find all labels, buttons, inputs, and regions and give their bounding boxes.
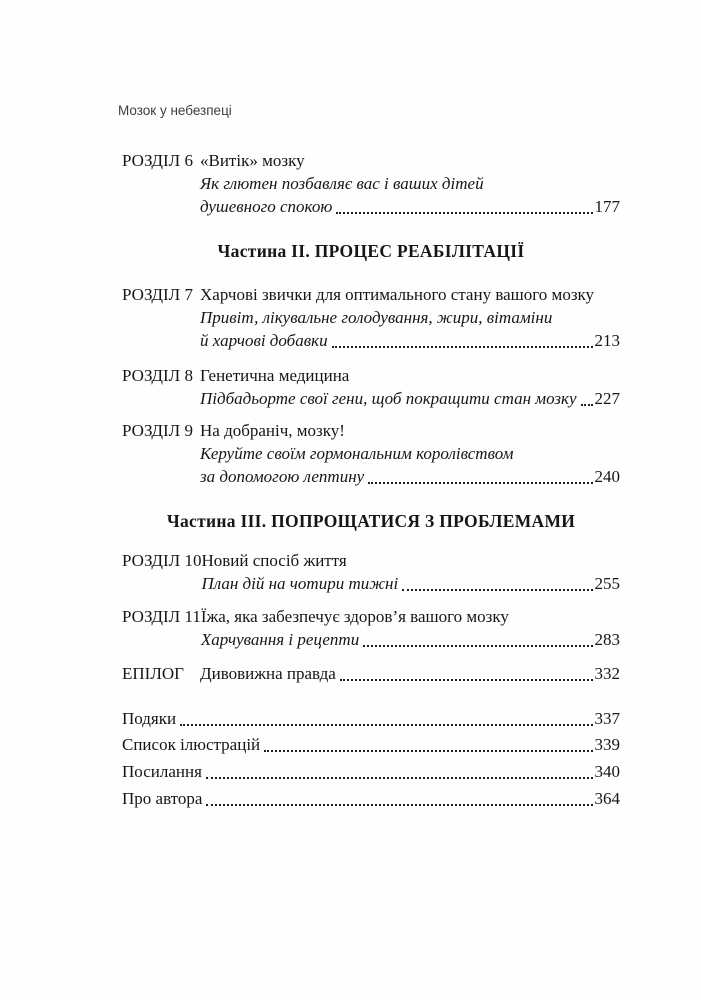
chapter-subtitle: душевного спокою bbox=[200, 197, 333, 216]
chapter-body bbox=[201, 605, 620, 651]
chapter-label: РОЗДІЛ 7 bbox=[122, 285, 193, 304]
chapter-label: РОЗДІЛ 10 bbox=[122, 551, 202, 570]
dot-leader bbox=[332, 329, 593, 348]
chapter-title: На добраніч, мозку! bbox=[200, 421, 345, 440]
dot-leader bbox=[581, 387, 593, 406]
dot-leader bbox=[180, 707, 592, 726]
chapter-body bbox=[200, 364, 620, 410]
toc-entry-chapter-8 bbox=[122, 364, 620, 410]
dot-leader bbox=[363, 628, 592, 647]
page-number: 227 bbox=[594, 389, 620, 408]
toc-entry-backmatter bbox=[122, 760, 620, 783]
toc-entry-chapter-11 bbox=[122, 605, 620, 651]
chapter-title: Новий спосіб життя bbox=[201, 551, 347, 570]
chapter-subtitle: за допомогою лептину bbox=[200, 467, 365, 486]
toc-entry-chapter-9 bbox=[122, 419, 620, 488]
page-number: 332 bbox=[594, 664, 620, 683]
backmatter-title: Список ілюстрацій bbox=[122, 735, 261, 754]
dot-leader bbox=[402, 572, 592, 591]
toc-entry-chapter-6 bbox=[122, 149, 620, 218]
chapter-body bbox=[200, 283, 620, 352]
chapter-subtitle: Як глютен позбавляє вас і ваших дітей bbox=[200, 174, 484, 193]
chapter-label: РОЗДІЛ 11 bbox=[122, 607, 201, 626]
dot-leader bbox=[368, 465, 592, 484]
dot-leader bbox=[206, 760, 593, 779]
chapter-label: РОЗДІЛ 8 bbox=[122, 366, 193, 385]
chapter-label: РОЗДІЛ 6 bbox=[122, 151, 193, 170]
toc-entry-chapter-7 bbox=[122, 283, 620, 352]
toc-entry-backmatter bbox=[122, 787, 620, 810]
chapter-body bbox=[201, 549, 620, 595]
chapter-subtitle: Харчування і рецепти bbox=[200, 630, 360, 649]
backmatter-title: Посилання bbox=[122, 762, 202, 781]
dot-leader bbox=[206, 787, 592, 806]
chapter-body bbox=[200, 149, 620, 218]
page-number: 337 bbox=[594, 709, 620, 728]
chapter-title: Дивовижна правда bbox=[200, 664, 336, 683]
backmatter-title: Подяки bbox=[122, 709, 177, 728]
chapter-subtitle: й харчові добавки bbox=[200, 331, 328, 350]
part-heading-2: Частина II. ПРОЦЕС РЕАБІЛІТАЦІЇ bbox=[217, 241, 525, 261]
page-number: 339 bbox=[594, 735, 620, 754]
chapter-title: Харчові звички для оптимального стану вашого мозку bbox=[200, 285, 595, 304]
toc-dotrow bbox=[200, 387, 620, 410]
toc-dotrow bbox=[201, 572, 620, 595]
chapter-title: «Витік» мозку bbox=[200, 151, 305, 170]
toc-entry-backmatter bbox=[122, 707, 620, 730]
chapter-label: ЕПІЛОГ bbox=[122, 664, 184, 683]
chapter-body bbox=[200, 662, 620, 685]
toc-entry-epilogue bbox=[122, 662, 620, 685]
backmatter-title: Про автора bbox=[122, 789, 203, 808]
chapter-title: Генетична медицина bbox=[200, 366, 350, 385]
toc-entry-chapter-10 bbox=[122, 549, 620, 595]
chapter-subtitle: Привіт, лікувальне голодування, жири, вітаміни bbox=[200, 308, 553, 327]
dot-leader bbox=[264, 733, 592, 752]
page-number: 240 bbox=[594, 467, 620, 486]
dot-leader bbox=[336, 195, 592, 214]
page-number: 213 bbox=[594, 331, 620, 350]
toc-dotrow bbox=[200, 465, 620, 488]
page-number: 177 bbox=[594, 197, 620, 216]
chapter-label: РОЗДІЛ 9 bbox=[122, 421, 193, 440]
page-number: 255 bbox=[594, 574, 620, 593]
toc-dotrow bbox=[200, 662, 620, 685]
chapter-title: Їжа, яка забезпечує здоров’я вашого мозку bbox=[200, 607, 509, 626]
toc-dotrow bbox=[201, 628, 620, 651]
toc-entry-backmatter bbox=[122, 733, 620, 756]
toc-dotrow bbox=[200, 329, 620, 352]
chapter-subtitle: Керуйте своїм гормональним королівством bbox=[200, 444, 514, 463]
part-heading-3: Частина III. ПОПРОЩАТИСЯ З ПРОБЛЕМАМИ bbox=[166, 511, 576, 531]
chapter-subtitle: Підбадьорте свої гени, щоб покращити стан мозку bbox=[200, 389, 577, 408]
page-number: 364 bbox=[594, 789, 620, 808]
running-header: Мозок у небезпеці bbox=[118, 103, 232, 118]
chapter-body bbox=[200, 419, 620, 488]
page-number: 340 bbox=[594, 762, 620, 781]
page-number: 283 bbox=[594, 630, 620, 649]
chapter-subtitle: План дій на чотири тижні bbox=[201, 574, 399, 593]
toc-dotrow bbox=[200, 195, 620, 218]
dot-leader bbox=[340, 662, 593, 681]
